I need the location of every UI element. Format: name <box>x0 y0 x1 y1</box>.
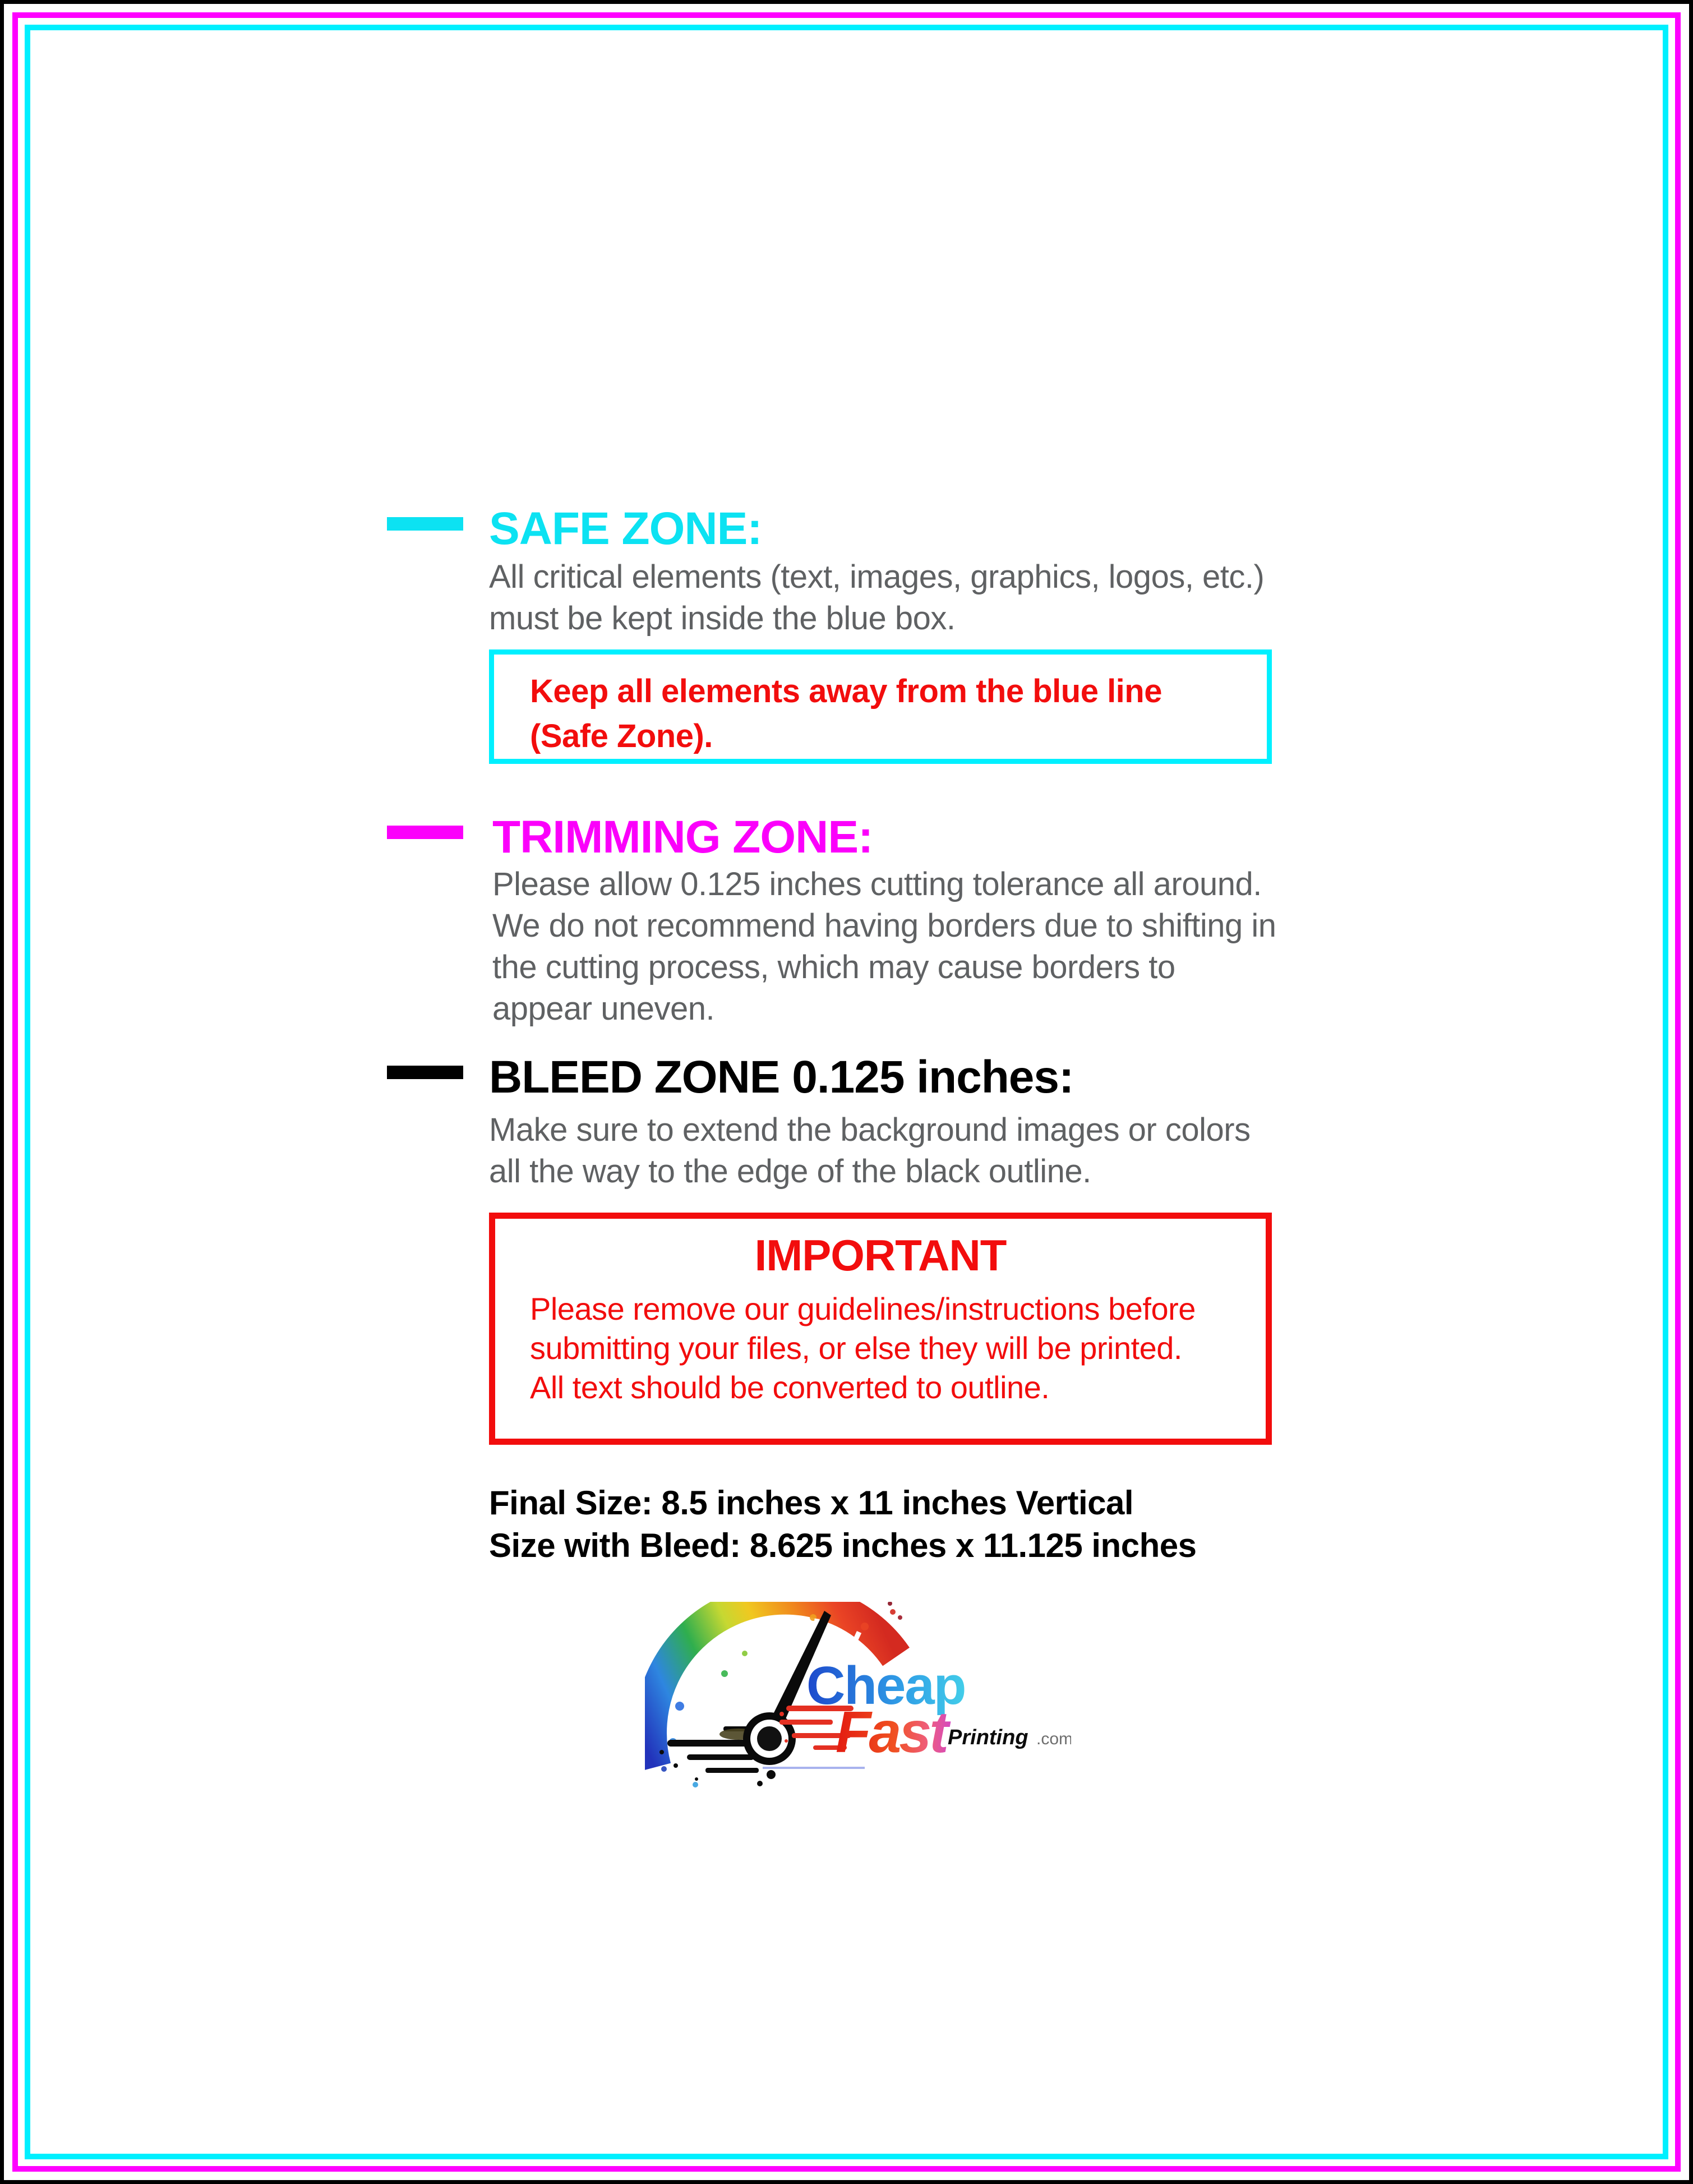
final-size-info <box>489 1482 1196 1567</box>
safe-zone-dash <box>387 517 463 531</box>
text-line: All critical elements (text, images, graphics, logos, etc.) <box>489 559 1265 595</box>
bleed-zone-description <box>489 1109 1251 1192</box>
text-line: submitting your files, or else they will be printed. <box>530 1330 1182 1366</box>
text-line: Make sure to extend the background images or colors <box>489 1112 1251 1148</box>
important-heading: IMPORTANT <box>754 1231 1007 1280</box>
text-line: All text should be converted to outline. <box>530 1370 1050 1405</box>
bleed-zone-heading: BLEED ZONE 0.125 inches: <box>489 1052 1074 1103</box>
trimming-zone-heading: TRIMMING ZONE: <box>492 812 873 863</box>
text-line: all the way to the edge of the black outline. <box>489 1153 1091 1190</box>
text-line: We do not recommend having borders due to shifting in <box>492 907 1276 944</box>
trimming-zone-description <box>492 864 1276 1030</box>
text-line: Size with Bleed: 8.625 inches x 11.125 inches <box>489 1527 1197 1564</box>
safe-zone-heading: SAFE ZONE: <box>489 503 762 554</box>
text-line: appear uneven. <box>492 990 715 1027</box>
text-line: Final Size: 8.5 inches x 11 inches Vertical <box>489 1484 1134 1522</box>
important-notice-box <box>489 1213 1272 1445</box>
safe-zone-description <box>489 556 1264 639</box>
text-line: (Safe Zone). <box>530 718 713 754</box>
bleed-zone-dash <box>387 1066 463 1079</box>
text-line: the cutting process, which may cause borders to <box>492 949 1175 985</box>
logo-word-printing: Printing <box>948 1726 1028 1749</box>
safe-zone-callout-box <box>489 649 1272 764</box>
cheap-fast-printing-logo <box>645 1602 1071 1795</box>
logo-graphic <box>645 1602 1071 1795</box>
trimming-zone-dash <box>387 826 463 839</box>
text-line: Please allow 0.125 inches cutting tolerance all around. <box>492 866 1262 902</box>
important-description <box>495 1289 1266 1407</box>
text-line: must be kept inside the blue box. <box>489 600 956 637</box>
logo-word-domain: .com <box>1036 1730 1071 1748</box>
logo-word-fast: Fast <box>836 1700 947 1765</box>
logo-word-cheap: Cheap <box>806 1656 966 1716</box>
text-line: Please remove our guidelines/instructions before <box>530 1291 1196 1326</box>
text-line: Keep all elements away from the blue line <box>530 673 1162 709</box>
